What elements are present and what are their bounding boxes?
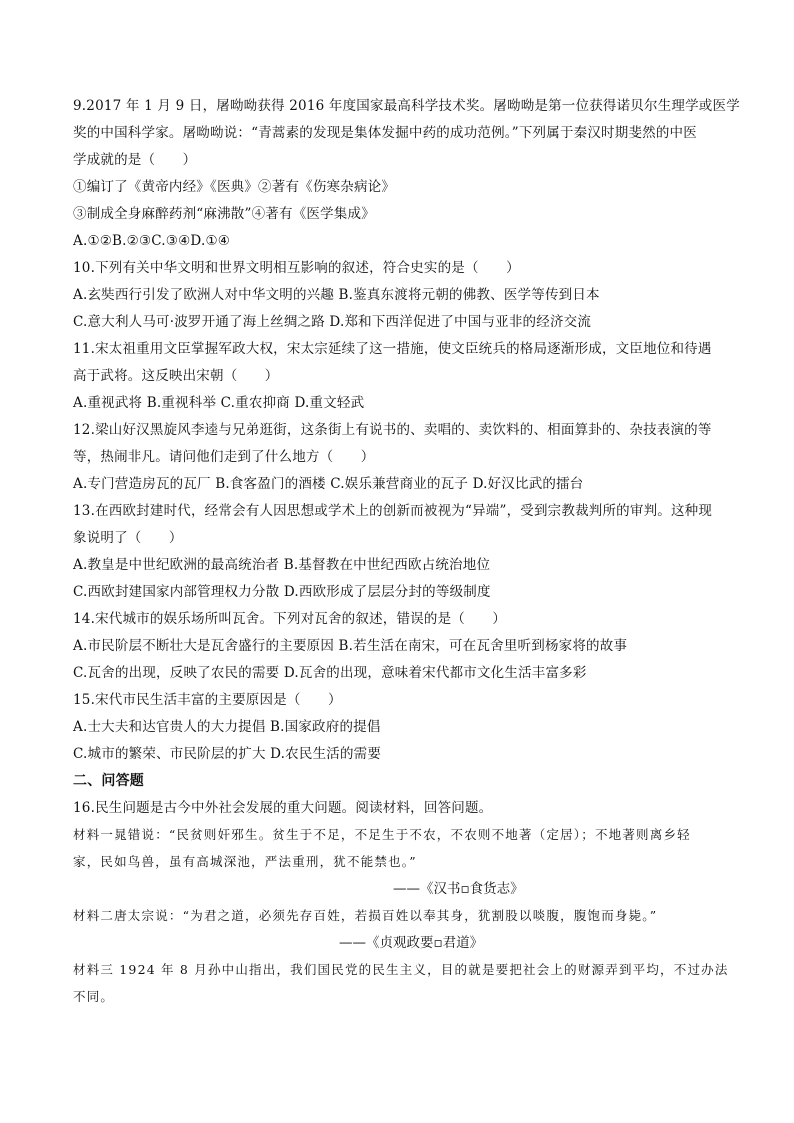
q11-stem-line-2: 高于武将。这反映出宋朝（ ） bbox=[73, 368, 279, 384]
q10-stem: 10.下列有关中华文明和世界文明相互影响的叙述，符合史实的是（ ） bbox=[73, 260, 520, 276]
q10-options-cd: C.意大利人马可·波罗开通了海上丝绸之路 D.郑和下西洋促进了中国与亚非的经济交流 bbox=[73, 314, 592, 330]
q10-options-ab: A.玄奘西行引发了欧洲人对中华文明的兴趣 B.鉴真东渡将元朝的佛教、医学等传到日本 bbox=[73, 287, 600, 303]
q9-stem-line-2: 奖的中国科学家。屠呦呦说：“青蒿素的发现是集体发掘中药的成功范例。”下列属于秦汉时期斐然的中医 bbox=[73, 125, 697, 141]
q13-options-cd: C.西欧封建国家内部管理权力分散 D.西欧形成了层层分封的等级制度 bbox=[73, 584, 491, 600]
q16-material-1-line-2: 家，民如鸟兽，虽有高城深池，严法重刑，犹不能禁也。” bbox=[73, 854, 417, 869]
q13-stem-line-1: 13.在西欧封建时代，经常会有人因思想或学术上的创新而被视为“异端”，受到宗教裁判所的审判。这种现 bbox=[73, 503, 713, 519]
q16-material-1-source: ——《汉书▫食货志》 bbox=[393, 881, 524, 897]
q12-options: A.专门营造房瓦的瓦厂 B.食客盈门的酒楼 C.娱乐兼营商业的瓦子 D.好汉比武的擂台 bbox=[73, 476, 584, 492]
q16-material-3-line-1: 材料三 1924 年 8 月孙中山指出，我们国民党的民生主义，目的就是要把社会上的财源弄到平均，不过办法 bbox=[73, 962, 729, 977]
q14-stem: 14.宋代城市的娱乐场所叫瓦舍。下列对瓦舍的叙述，错误的是（ ） bbox=[73, 611, 507, 627]
q16-material-1-line-1: 材料一晁错说：“民贫则奸邪生。贫生于不足，不足生于不农，不农则不地著（定居）；不地著则离乡轻 bbox=[73, 827, 691, 842]
q16-intro: 16.民生问题是古今中外社会发展的重大问题。阅读材料，回答问题。 bbox=[73, 800, 493, 816]
q9-stem-line-3: 学成就的是（ ） bbox=[73, 152, 197, 168]
q9-stem-line-1: 9.2017 年 1 月 9 日，屠呦呦获得 2016 年度国家最高科学技术奖。屠呦呦是第一位获得诺贝尔生理学或医学 bbox=[73, 98, 740, 114]
q13-options-ab: A.教皇是中世纪欧洲的最高统治者 B.基督教在中世纪西欧占统治地位 bbox=[73, 557, 491, 573]
q9-options: A.①②B.②③C.③④D.①④ bbox=[73, 233, 231, 249]
q13-stem-line-2: 象说明了（ ） bbox=[73, 530, 183, 546]
q9-statement-2: ③制成全身麻醉药剂“麻沸散”④著有《医学集成》 bbox=[73, 206, 375, 222]
q15-options-cd: C.城市的繁荣、市民阶层的扩大 D.农民生活的需要 bbox=[73, 746, 382, 762]
q11-stem-line-1: 11.宋太祖重用文臣掌握军政大权，宋太宗延续了这一措施，使文臣统兵的格局逐渐形成，文臣地位和待遇 bbox=[73, 341, 712, 357]
q9-statement-1: ①编订了《黄帝内经》《医典》②著有《伤寒杂病论》 bbox=[73, 179, 396, 195]
q15-stem: 15.宋代市民生活丰富的主要原因是（ ） bbox=[73, 692, 342, 708]
q14-options-cd: C.瓦舍的出现，反映了农民的需要 D.瓦舍的出现，意味着宋代都市文化生活丰富多彩 bbox=[73, 665, 587, 681]
q16-material-3-line-2: 不同。 bbox=[73, 989, 115, 1004]
q16-material-2-source: ——《贞观政要▫君道》 bbox=[339, 935, 484, 951]
q12-stem-line-1: 12.梁山好汉黑旋风李逵与兄弟逛街，这条街上有说书的、卖唱的、卖饮料的、相面算卦的、杂技表演的等 bbox=[73, 422, 712, 438]
q14-options-ab: A.市民阶层不断壮大是瓦舍盛行的主要原因 B.若生活在南宋，可在瓦舍里听到杨家将的故事 bbox=[73, 638, 628, 654]
q11-options: A.重视武将 B.重视科举 C.重农抑商 D.重文轻武 bbox=[73, 395, 365, 411]
section-heading: 二、问答题 bbox=[73, 773, 144, 789]
q12-stem-line-2: 等，热闹非凡。请问他们走到了什么地方（ ） bbox=[73, 449, 375, 465]
q16-material-2: 材料二唐太宗说：“为君之道，必须先存百姓，若损百姓以奉其身，犹割股以啖腹，腹饱而身毙。” bbox=[73, 908, 658, 923]
q15-options-ab: A.士大夫和达官贵人的大力提倡 B.国家政府的提倡 bbox=[73, 719, 381, 735]
